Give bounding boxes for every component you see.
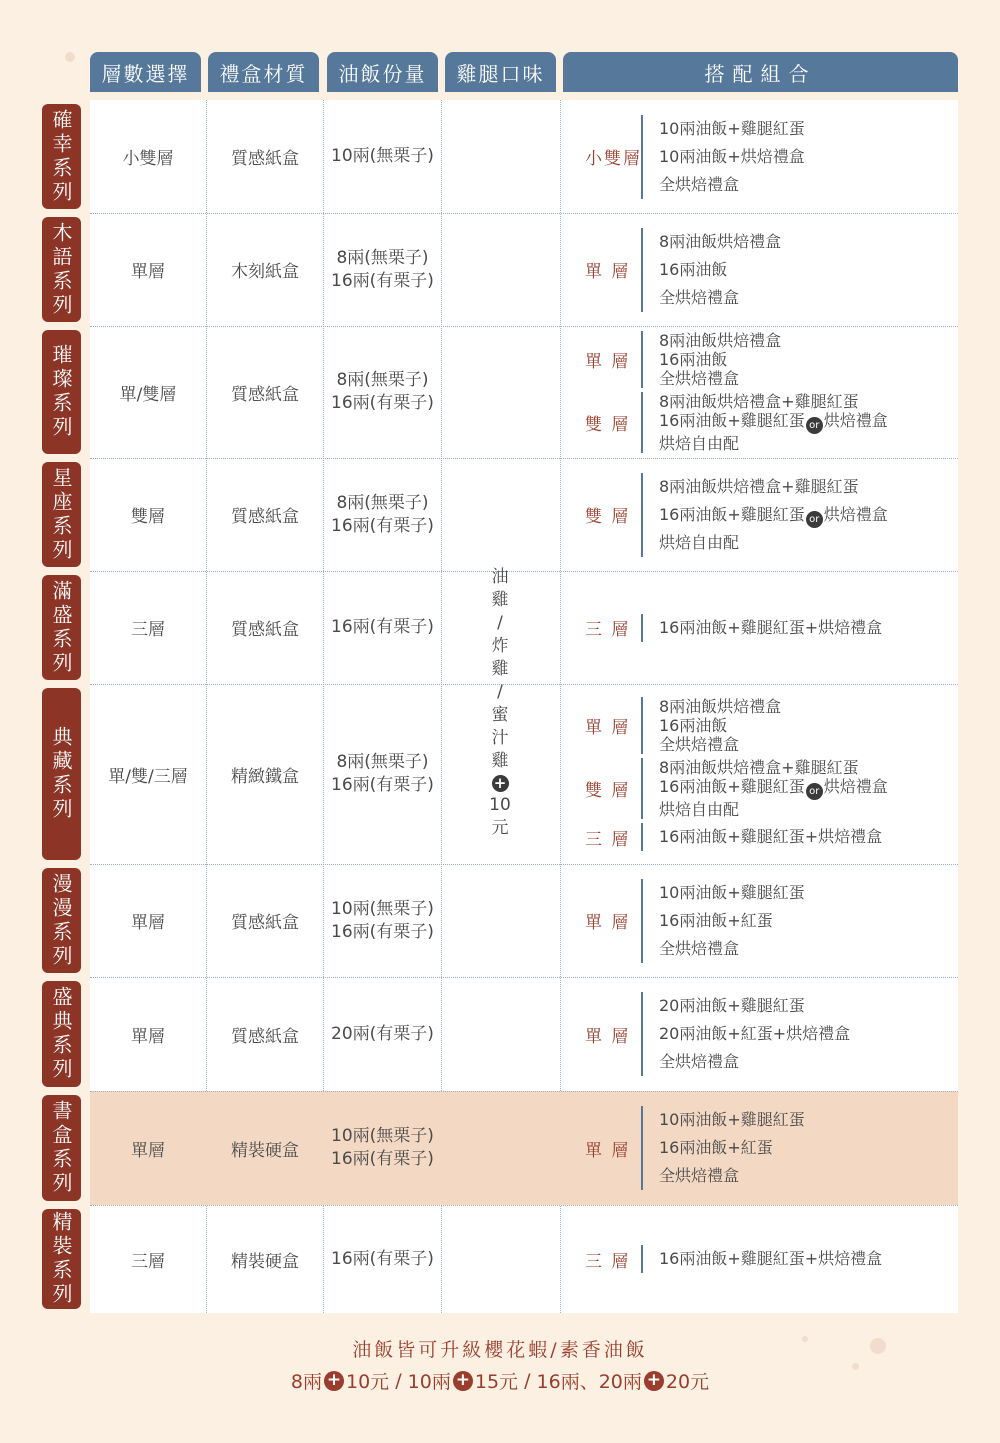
portion-line: 8兩(無栗子) xyxy=(336,247,429,268)
material-cell: 精裝硬盒 xyxy=(231,1140,299,1161)
material-cell: 質感紙盒 xyxy=(231,1026,299,1047)
flavor-char: / xyxy=(497,613,503,633)
combo-line xyxy=(659,411,888,434)
combo-line xyxy=(659,501,888,529)
combo-line: 16兩油飯+雞腿紅蛋+烘焙禮盒 xyxy=(659,1249,883,1268)
combo-lines xyxy=(641,1106,805,1190)
combo-lines xyxy=(641,992,850,1076)
series-tab: 漫漫系列 xyxy=(42,868,81,973)
material-cell: 精緻鐵盒 xyxy=(231,766,299,787)
or-badge: or xyxy=(806,783,823,800)
combo-lines xyxy=(641,228,781,312)
portion-line: 8兩(無栗子) xyxy=(336,752,429,772)
combo-layer-label: 單 層 xyxy=(585,352,631,372)
row-separator xyxy=(90,213,958,214)
portion-line: 16兩(有栗子) xyxy=(331,515,434,536)
price-text: 10兩 xyxy=(407,1371,451,1393)
material-cell: 質感紙盒 xyxy=(231,149,299,169)
header-layers: 層數選擇 xyxy=(90,52,201,92)
combo-text: 烘焙禮盒 xyxy=(823,777,888,796)
combo-line: 10兩油飯+烘焙禮盒 xyxy=(659,146,805,166)
series-tab: 確幸系列 xyxy=(42,104,81,209)
layers-cell: 單/雙層 xyxy=(119,384,177,405)
combo-cell xyxy=(561,100,958,213)
row-separator xyxy=(90,326,958,327)
row-separator xyxy=(90,977,958,978)
price-text: 10元 xyxy=(346,1371,390,1393)
row-separator xyxy=(90,1205,958,1206)
portion-line: 20兩(有栗子) xyxy=(331,1023,434,1044)
combo-lines xyxy=(641,1245,882,1273)
combo-line: 20兩油飯+紅蛋+烘焙禮盒 xyxy=(659,1024,851,1043)
combo-cell xyxy=(561,571,958,684)
combo-layer-label: 單 層 xyxy=(585,718,631,738)
combo-lines xyxy=(641,758,888,819)
series-tab: 璀璨系列 xyxy=(42,330,81,454)
combo-group xyxy=(561,614,958,642)
series-tab: 滿盛系列 xyxy=(42,575,81,680)
table-row xyxy=(90,864,958,977)
flavor-note xyxy=(441,566,559,840)
header-portion: 油飯份量 xyxy=(327,52,438,92)
combo-group xyxy=(561,879,958,963)
combo-group xyxy=(561,823,958,851)
combo-lines xyxy=(641,392,888,453)
price-text: 8兩 xyxy=(290,1371,322,1393)
material-cell: 質感紙盒 xyxy=(231,913,299,933)
combo-cell xyxy=(561,977,958,1091)
material-cell: 精裝硬盒 xyxy=(231,1251,299,1272)
combo-layer-label: 單 層 xyxy=(585,913,631,933)
combo-layer-label: 雙 層 xyxy=(585,781,631,801)
portion-line: 16兩(有栗子) xyxy=(331,921,434,942)
combo-layer-label: 三 層 xyxy=(585,1251,631,1272)
table-row xyxy=(90,458,958,571)
row-separator xyxy=(90,458,958,459)
combo-line: 16兩油飯+紅蛋 xyxy=(659,910,773,930)
flavor-price: 10 xyxy=(489,795,511,815)
combo-line: 全烘焙禮盒 xyxy=(659,735,740,754)
combo-line: 8兩油飯烘焙禮盒 xyxy=(659,331,782,350)
combo-line: 16兩油飯 xyxy=(659,259,728,279)
portion-cell xyxy=(324,864,441,977)
combo-line: 10兩油飯+雞腿紅蛋 xyxy=(659,118,805,138)
combo-line: 烘焙自由配 xyxy=(659,434,740,453)
combo-layer-label: 雙 層 xyxy=(585,507,631,527)
plus-icon: + xyxy=(324,1371,344,1391)
flavor-char: 蜜 xyxy=(491,705,509,725)
combo-cell xyxy=(561,458,958,571)
portion-line: 16兩(有栗子) xyxy=(331,617,434,637)
portion-cell xyxy=(324,100,441,213)
layers-cell: 雙層 xyxy=(131,507,165,527)
portion-cell xyxy=(324,213,441,326)
combo-text: 16兩油飯+雞腿紅蛋 xyxy=(659,777,805,796)
combo-line: 10兩油飯+雞腿紅蛋 xyxy=(659,882,805,902)
price-text: 16兩、20兩 xyxy=(536,1371,642,1393)
price-text: 20元 xyxy=(665,1371,710,1393)
portion-cell xyxy=(324,1091,441,1205)
series-tab: 盛典系列 xyxy=(42,981,81,1087)
combo-cell xyxy=(561,1205,958,1313)
table-row xyxy=(90,1205,958,1313)
flavor-char: 雞 xyxy=(491,751,509,771)
combo-line: 全烘焙禮盒 xyxy=(659,287,740,307)
plus-icon: + xyxy=(644,1371,664,1391)
portion-line: 16兩(有栗子) xyxy=(331,1149,434,1169)
table-row xyxy=(90,977,958,1091)
combo-layer-label: 單 層 xyxy=(585,1140,631,1161)
combo-group xyxy=(561,992,958,1076)
combo-line: 16兩油飯 xyxy=(659,350,728,369)
portion-line: 16兩(有栗子) xyxy=(331,1248,434,1269)
combo-layer-label: 單 層 xyxy=(585,262,631,282)
layers-cell: 單層 xyxy=(131,1026,165,1047)
combo-lines xyxy=(641,473,888,557)
price-text: 15元 xyxy=(474,1371,519,1393)
combo-text: 16兩油飯+雞腿紅蛋 xyxy=(659,504,805,524)
combo-layer-label: 三 層 xyxy=(585,829,631,850)
combo-line: 8兩油飯烘焙禮盒 xyxy=(659,697,782,716)
combo-line xyxy=(659,777,888,800)
combo-lines xyxy=(641,823,882,851)
combo-line: 全烘焙禮盒 xyxy=(659,174,740,194)
combo-group xyxy=(561,758,958,819)
portion-line: 10兩(無栗子) xyxy=(331,1126,434,1146)
combo-group xyxy=(561,331,958,388)
combo-line: 烘焙自由配 xyxy=(659,532,740,552)
portion-line: 16兩(有栗子) xyxy=(331,270,434,291)
upgrade-prices xyxy=(0,1367,1000,1394)
or-badge: or xyxy=(806,417,823,434)
combo-cell xyxy=(561,1091,958,1205)
combo-line: 10兩油飯+雞腿紅蛋 xyxy=(659,1110,805,1129)
combo-group xyxy=(561,228,958,312)
combo-group xyxy=(561,392,958,453)
flavor-char: / xyxy=(497,682,503,702)
combo-cell xyxy=(561,213,958,326)
series-tab: 星座系列 xyxy=(42,462,81,567)
combo-layer-label: 三 層 xyxy=(585,620,631,640)
header-flavor: 雞腿口味 xyxy=(445,52,556,92)
combo-group xyxy=(561,115,958,199)
portion-cell xyxy=(324,326,441,458)
series-tab: 書盒系列 xyxy=(42,1095,81,1201)
combo-cell xyxy=(561,326,958,458)
combo-lines xyxy=(641,115,805,199)
flavor-char: 雞 xyxy=(491,659,509,679)
portion-cell xyxy=(324,977,441,1091)
combo-line: 16兩油飯 xyxy=(659,716,728,735)
portion-line: 16兩(有栗子) xyxy=(331,393,434,413)
combo-layer-label: 單 層 xyxy=(585,1026,631,1047)
combo-line: 20兩油飯+雞腿紅蛋 xyxy=(659,996,805,1015)
combo-text: 16兩油飯+雞腿紅蛋 xyxy=(659,411,805,430)
combo-line: 烘焙自由配 xyxy=(659,800,740,819)
combo-text: 烘焙禮盒 xyxy=(823,411,888,430)
portion-line: 10兩(無栗子) xyxy=(331,146,434,166)
series-tab: 精裝系列 xyxy=(42,1209,81,1309)
combo-group xyxy=(561,1106,958,1190)
price-text: / xyxy=(389,1369,408,1392)
layers-cell: 三層 xyxy=(131,620,165,640)
material-cell: 木刻紙盒 xyxy=(231,262,299,282)
combo-layer-label: 雙 層 xyxy=(585,415,631,435)
portion-cell xyxy=(324,684,441,864)
flavor-char: 雞 xyxy=(491,590,509,610)
plus-icon: + xyxy=(492,775,509,792)
portion-line: 16兩(有栗子) xyxy=(331,775,434,795)
flavor-char: 汁 xyxy=(491,728,509,748)
combo-line: 全烘焙禮盒 xyxy=(659,938,740,958)
combo-line: 16兩油飯+雞腿紅蛋+烘焙禮盒 xyxy=(659,827,883,846)
combo-group xyxy=(561,697,958,754)
header-combo: 搭配組合 xyxy=(563,52,958,92)
or-badge: or xyxy=(806,511,823,528)
row-separator xyxy=(90,1091,958,1092)
portion-cell xyxy=(324,571,441,684)
series-tab: 典藏系列 xyxy=(42,688,81,860)
combo-line: 全烘焙禮盒 xyxy=(659,1052,740,1071)
combo-lines xyxy=(641,697,781,754)
decor-dot xyxy=(65,52,75,62)
combo-line: 16兩油飯+雞腿紅蛋+烘焙禮盒 xyxy=(659,617,883,637)
portion-line: 8兩(無栗子) xyxy=(336,492,429,513)
product-table xyxy=(90,100,958,1313)
flavor-char: 炸 xyxy=(491,636,509,656)
table-row xyxy=(90,213,958,326)
combo-line: 8兩油飯烘焙禮盒 xyxy=(659,231,782,251)
layers-cell: 單層 xyxy=(131,913,165,933)
table-row xyxy=(90,326,958,458)
upgrade-note: 油飯皆可升級櫻花蝦/素香油飯 xyxy=(352,1339,648,1361)
table-row xyxy=(90,1091,958,1205)
combo-lines xyxy=(641,614,882,642)
combo-line: 8兩油飯烘焙禮盒+雞腿紅蛋 xyxy=(659,758,859,777)
series-tab: 木語系列 xyxy=(42,217,81,322)
combo-line: 16兩油飯+紅蛋 xyxy=(659,1138,773,1157)
price-text: / xyxy=(518,1369,537,1392)
header-material: 禮盒材質 xyxy=(208,52,319,92)
layers-cell: 小雙層 xyxy=(122,149,174,169)
portion-cell xyxy=(324,1205,441,1313)
portion-line: 10兩(無栗子) xyxy=(331,898,434,919)
layers-cell: 單層 xyxy=(131,1140,165,1161)
layers-cell: 單層 xyxy=(131,262,165,282)
layers-cell: 單/雙/三層 xyxy=(108,766,188,787)
layers-cell: 三層 xyxy=(131,1251,165,1272)
combo-layer-label: 小雙層 xyxy=(585,149,642,169)
flavor-price-unit: 元 xyxy=(491,818,509,838)
combo-line: 8兩油飯烘焙禮盒+雞腿紅蛋 xyxy=(659,476,859,496)
material-cell: 質感紙盒 xyxy=(231,384,299,405)
material-cell: 質感紙盒 xyxy=(231,620,299,640)
combo-text: 烘焙禮盒 xyxy=(823,504,888,524)
portion-cell xyxy=(324,458,441,571)
combo-line: 全烘焙禮盒 xyxy=(659,1166,740,1185)
combo-lines xyxy=(641,331,781,388)
combo-line: 全烘焙禮盒 xyxy=(659,369,740,388)
flavor-char: 油 xyxy=(491,567,509,587)
combo-line: 8兩油飯烘焙禮盒+雞腿紅蛋 xyxy=(659,392,859,411)
combo-group xyxy=(561,1245,958,1273)
combo-cell xyxy=(561,684,958,864)
combo-cell xyxy=(561,864,958,977)
combo-lines xyxy=(641,879,805,963)
material-cell: 質感紙盒 xyxy=(231,507,299,527)
portion-line: 8兩(無栗子) xyxy=(336,370,429,390)
combo-group xyxy=(561,473,958,557)
table-row xyxy=(90,100,958,213)
row-separator xyxy=(90,864,958,865)
plus-icon: + xyxy=(453,1371,473,1391)
